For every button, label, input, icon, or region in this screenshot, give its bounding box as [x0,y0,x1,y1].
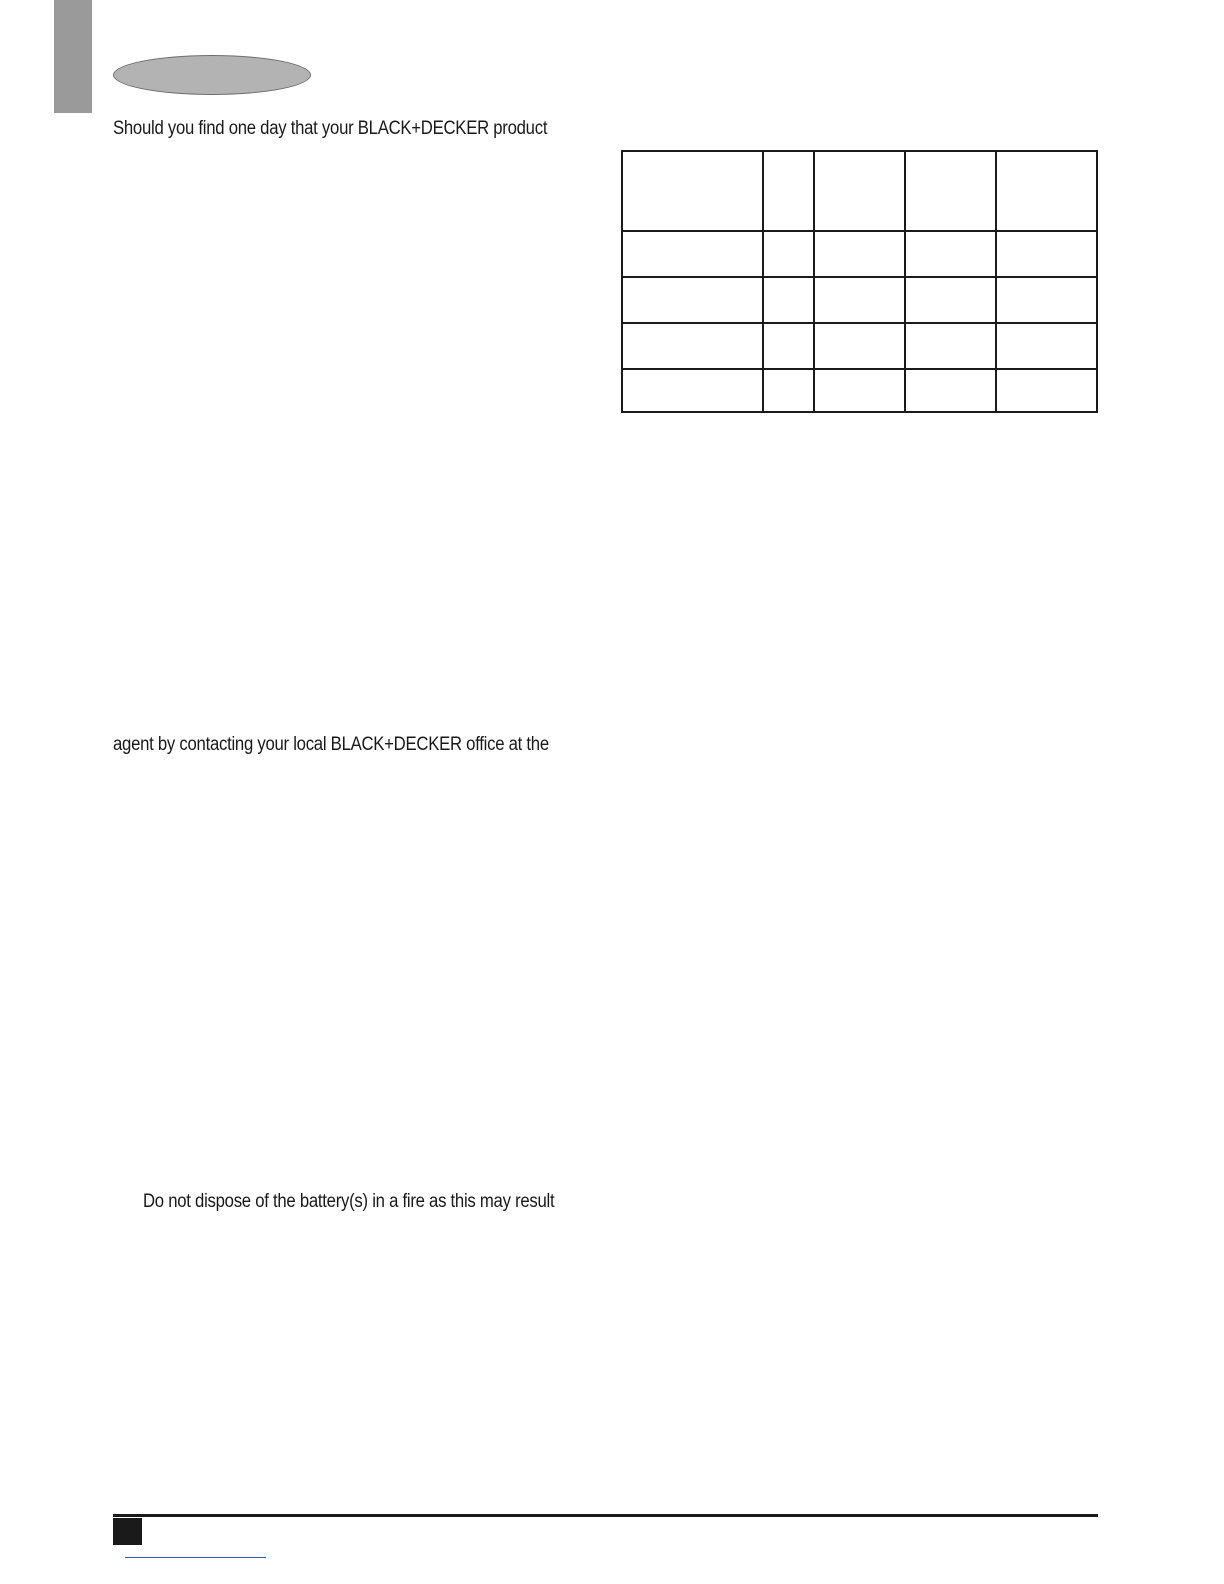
table-cell [905,231,996,277]
table-cell [622,369,763,412]
table-cell [763,277,814,323]
table-cell [905,277,996,323]
table-cell [905,151,996,231]
table-cell [814,277,905,323]
table-cell [622,277,763,323]
table-cell [763,231,814,277]
table-cell [814,369,905,412]
table-cell [996,151,1097,231]
table-cell [763,151,814,231]
table-row [622,231,1097,277]
table-cell [996,231,1097,277]
footer-divider [113,1514,1098,1517]
paragraph-line-product: Should you find one day that your BLACK+DECKER product [113,118,548,139]
table-cell [763,323,814,369]
table-cell [622,231,763,277]
table-cell [814,323,905,369]
table-cell [622,151,763,231]
table-cell [996,323,1097,369]
table-cell [763,369,814,412]
section-heading-pill [113,55,311,95]
table-cell [996,369,1097,412]
table-cell [814,151,905,231]
paragraph-line-battery-warning: Do not dispose of the battery(s) in a fire as this may result [143,1191,555,1212]
page-number-box [113,1518,142,1545]
table-cell [905,323,996,369]
specification-table [621,150,1098,413]
table-row [622,323,1097,369]
language-side-tab [54,0,92,113]
paragraph-line-service-agent: agent by contacting your local BLACK+DECKER office at the [113,734,549,755]
footer-link-underline[interactable] [125,1557,266,1558]
table-cell [814,231,905,277]
table-cell [905,369,996,412]
table-cell [996,277,1097,323]
table-cell [622,323,763,369]
table-row [622,277,1097,323]
table-row [622,369,1097,412]
table-header-row [622,151,1097,231]
